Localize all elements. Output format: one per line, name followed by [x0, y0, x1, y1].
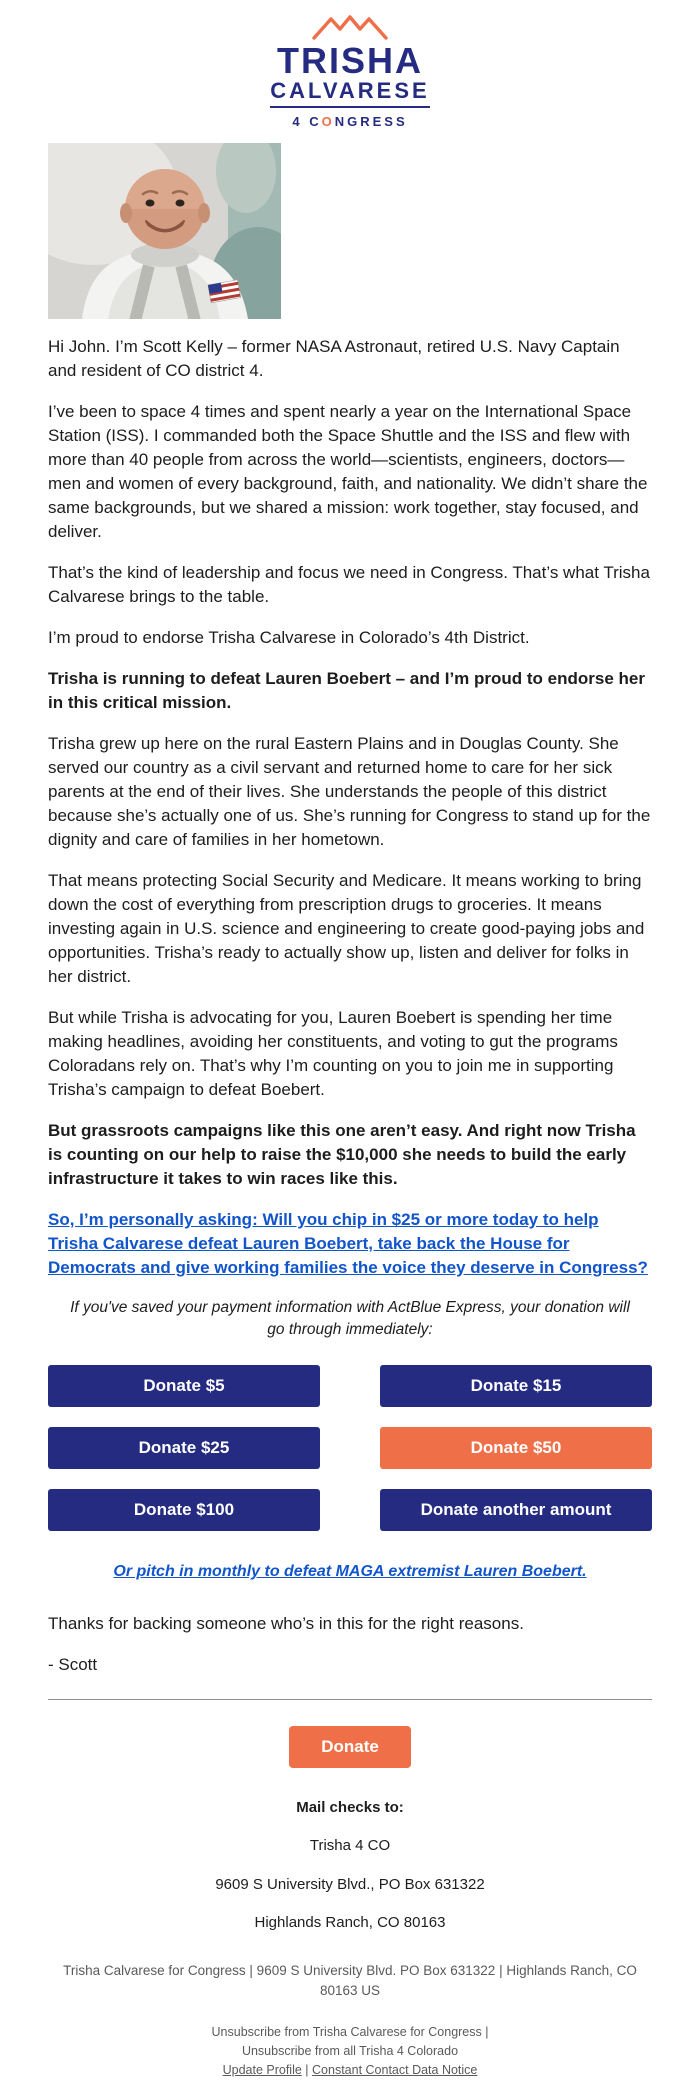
monthly-donate-link[interactable]: Or pitch in monthly to defeat MAGA extremist Lauren Boebert.	[113, 1562, 587, 1580]
donate-25-button[interactable]: Donate $25	[48, 1427, 320, 1469]
logo-last-name: CALVARESE	[270, 80, 429, 108]
tagline-text-right: NGRESS	[334, 113, 408, 129]
mail-checks-city: Highlands Ranch, CO 80163	[254, 1914, 446, 1932]
mail-checks-name: Trisha 4 CO	[309, 1837, 391, 1855]
donate-another-amount-button[interactable]: Donate another amount	[380, 1489, 652, 1531]
thanks-text: Thanks for backing someone who’s in this for the right reasons.	[48, 1613, 524, 1633]
mail-checks-header: Mail checks to:	[296, 1798, 404, 1816]
signature: - Scott	[48, 1654, 98, 1674]
footer-links-row	[48, 2061, 652, 2080]
scott-kelly-photo	[48, 143, 281, 319]
campaign-logo	[48, 14, 652, 129]
logo-first-name: TRISHA	[277, 40, 423, 81]
actblue-express-note: If you've saved your payment information with ActBlue Express, your donation will go through immediately:	[70, 1298, 630, 1338]
paragraph-donation-ask	[48, 1208, 652, 1280]
footer-address: Trisha Calvarese for Congress | 9609 S University Blvd. PO Box 631322 | Highlands Ranch, CO 80163 US	[63, 1962, 637, 1999]
paragraph-grassroots: But grassroots campaigns like this one aren’t easy. And right now Trisha is counting on our help to raise the $10,000 she needs to build the early infrastructure it takes to win races like this.	[48, 1120, 636, 1188]
mail-checks-block	[48, 1798, 652, 1933]
paragraph-endorsement: I’m proud to endorse Trisha Calvarese in Colorado’s 4th District.	[48, 627, 530, 647]
donate-cta-button[interactable]: Donate	[289, 1726, 411, 1768]
paragraph-leadership: That’s the kind of leadership and focus we need in Congress. That’s what Trisha Calvarese brings to the table.	[48, 562, 650, 606]
logo-last-name-wrap	[48, 77, 652, 108]
donate-100-button[interactable]: Donate $100	[48, 1489, 320, 1531]
mountain-ridge-icon	[48, 14, 652, 40]
donate-amount-grid	[48, 1365, 652, 1531]
unsubscribe-line-2: Unsubscribe from all Trisha 4 Colorado	[241, 2044, 459, 2059]
tagline-text-left: 4 C	[292, 113, 322, 129]
donate-5-button[interactable]: Donate $5	[48, 1365, 320, 1407]
donate-15-button[interactable]: Donate $15	[380, 1365, 652, 1407]
donate-cta-wrap	[48, 1726, 652, 1768]
paragraph-intro: Hi John. I’m Scott Kelly – former NASA Astronaut, retired U.S. Navy Captain and resident of CO district 4.	[48, 336, 620, 380]
logo-tagline	[48, 114, 652, 129]
footer-unsubscribe-block	[48, 2023, 652, 2089]
mail-checks-street: 9609 S University Blvd., PO Box 631322	[215, 1875, 485, 1893]
footer-links-separator: |	[301, 2062, 313, 2077]
unsubscribe-line-1: Unsubscribe from Trisha Calvarese for Congress |	[211, 2025, 489, 2040]
monthly-pitch	[48, 1559, 652, 1584]
donate-50-button[interactable]: Donate $50	[380, 1427, 652, 1469]
signature-divider	[48, 1699, 652, 1700]
paragraph-policy: That means protecting Social Security and Medicare. It means working to bring down the cost of everything from prescription drugs to groceries. It means investing again in U.S. science and engineering to create good-paying jobs and opportunities. Trisha’s ready to actually show up, listen and deliver for folks in her district.	[48, 870, 645, 986]
update-profile-link[interactable]: Update Profile	[222, 2062, 302, 2077]
paragraph-defeat-boebert: Trisha is running to defeat Lauren Boebert – and I’m proud to endorse her in this critical mission.	[48, 668, 645, 712]
chip-in-link[interactable]: So, I’m personally asking: Will you chip in $25 or more today to help Trisha Calvarese defeat Lauren Boebert, take back the House for Democrats and give working families the voice they deserve in Congress?	[48, 1209, 648, 1277]
paragraph-contrast: But while Trisha is advocating for you, Lauren Boebert is spending her time making headlines, avoiding her constituents, and voting to gut the programs Coloradans rely on. That’s why I’m counting on you to join me in supporting Trisha’s campaign to defeat Boebert.	[48, 1007, 618, 1099]
constant-contact-data-notice-link[interactable]: Constant Contact Data Notice	[312, 2062, 478, 2077]
tagline-highlight-o: O	[321, 113, 335, 129]
paragraph-trisha-bio: Trisha grew up here on the rural Eastern Plains and in Douglas County. She served our country as a civil servant and returned home to care for her sick parents at the end of their lives. She understands the people of this district because she’s actually one of us. She’s running for Congress to stand up for the dignity and care of families in her hometown.	[48, 733, 651, 849]
paragraph-space-experience: I’ve been to space 4 times and spent nearly a year on the International Space Station (ISS). I commanded both the Space Shuttle and the ISS and flew with more than 40 people from across the world—scientists, engineers, doctors—men and women of every background, faith, and nationality. We didn’t share the same backgrounds, but we shared a mission: work together, stay focused, and deliver.	[48, 401, 648, 541]
